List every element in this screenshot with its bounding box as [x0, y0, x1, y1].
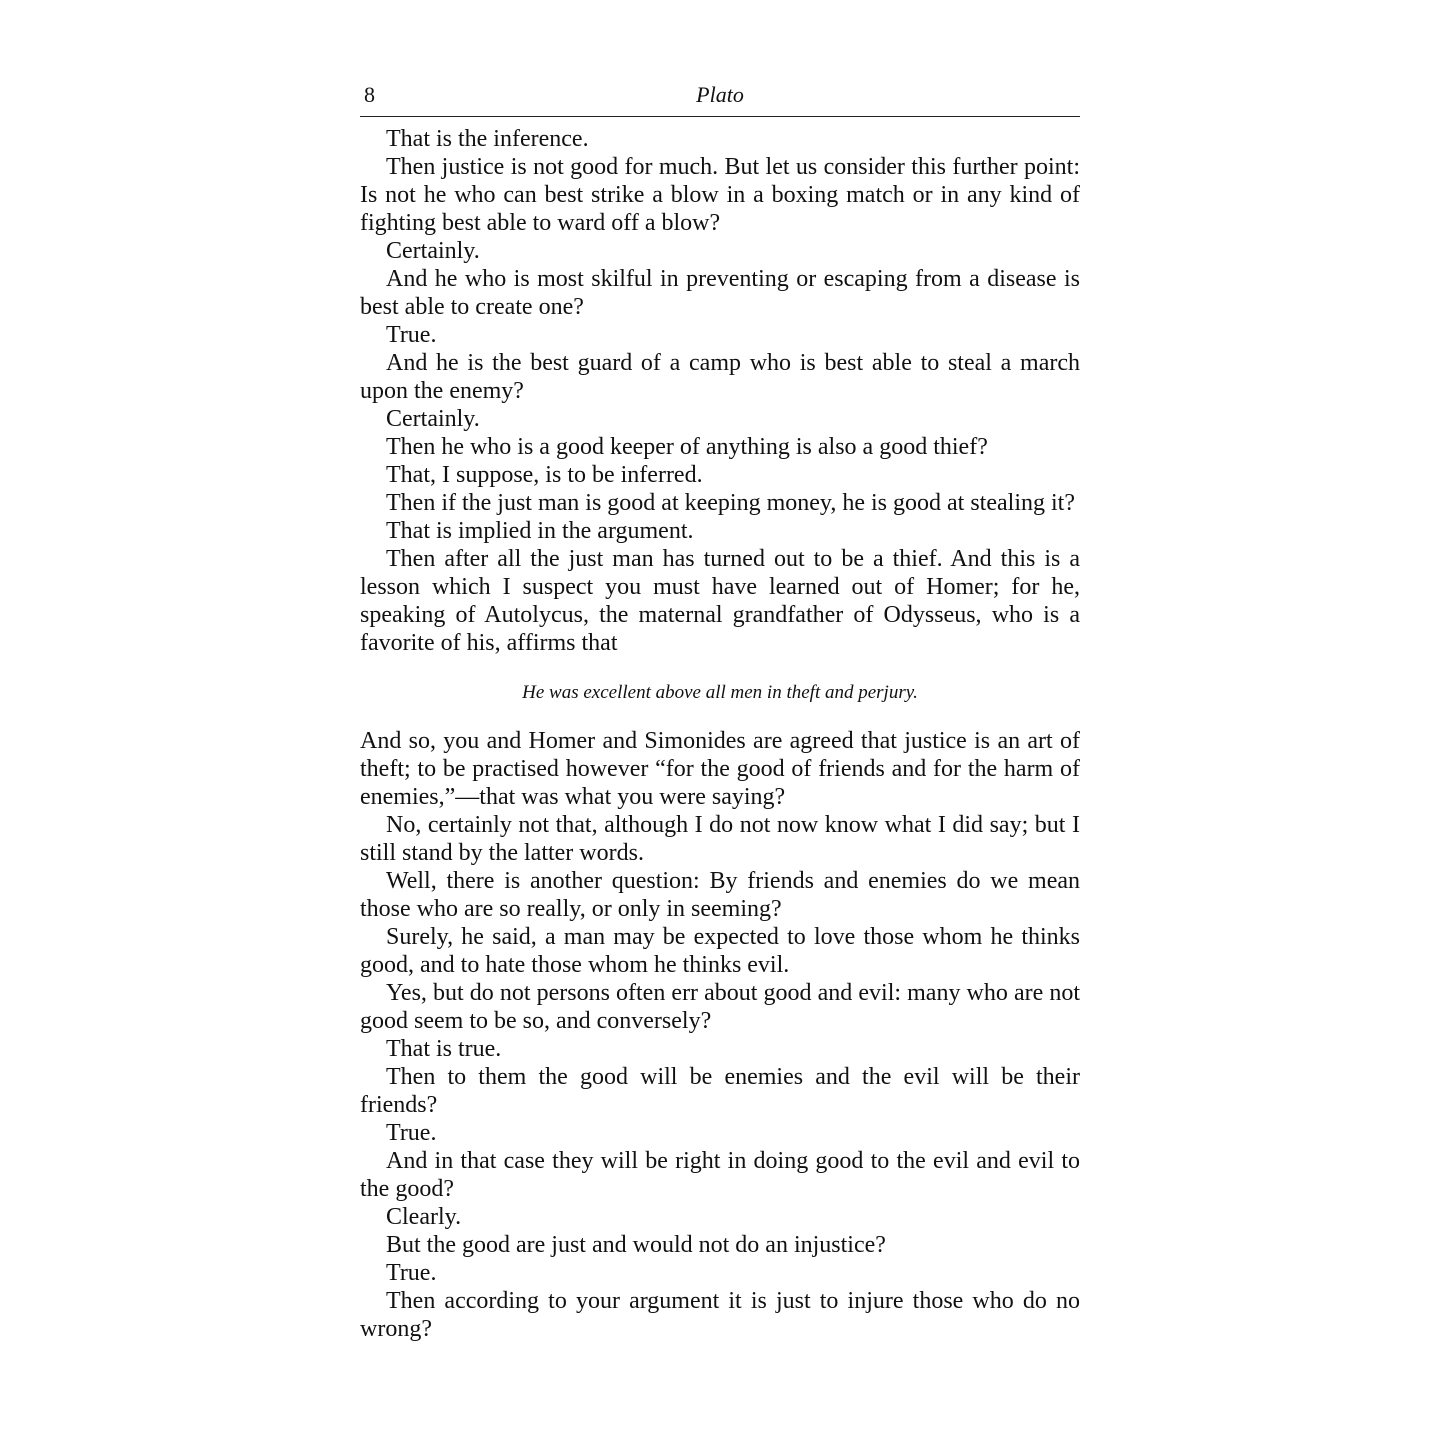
paragraph-continuation: And so, you and Homer and Simonides are agreed that justice is an art of theft; to be practised however “for the good of friends and for the harm of enemies,”—that was what you were saying? [360, 728, 1080, 810]
paragraph: That is the inference. [386, 126, 589, 152]
paragraph: Then if the just man is good at keeping money, he is good at stealing it? [386, 490, 1075, 516]
paragraph: True. [386, 322, 437, 348]
paragraph: Yes, but do not persons often err about good and evil: many who are not good seem to be so, and conversely? [360, 980, 1080, 1034]
paragraph: Clearly. [386, 1204, 462, 1230]
paragraph: True. [386, 1120, 437, 1146]
paragraph: Then he who is a good keeper of anything is also a good thief? [386, 434, 988, 460]
running-head [360, 78, 1080, 117]
paragraph: That, I suppose, is to be inferred. [386, 462, 703, 488]
paragraph: True. [386, 1260, 437, 1286]
paragraph: Then according to your argument it is just to injure those who do no wrong? [360, 1288, 1080, 1342]
paragraph: And he is the best guard of a camp who is best able to steal a march upon the enemy? [360, 350, 1080, 404]
paragraph: And in that case they will be right in doing good to the evil and evil to the good? [360, 1148, 1080, 1202]
paragraph: That is implied in the argument. [386, 518, 694, 544]
paragraph: That is true. [386, 1036, 502, 1062]
paragraph: Certainly. [386, 238, 480, 264]
paragraph: And he who is most skilful in preventing or escaping from a disease is best able to create one? [360, 266, 1080, 320]
book-page [360, 78, 1080, 1343]
paragraph: Certainly. [386, 406, 480, 432]
running-title: Plato [696, 82, 744, 107]
page-number: 8 [364, 82, 375, 107]
paragraph: Surely, he said, a man may be expected to love those whom he thinks good, and to hate those whom he thinks evil. [360, 924, 1080, 978]
paragraph: Then to them the good will be enemies and the evil will be their friends? [360, 1064, 1080, 1118]
paragraph: No, certainly not that, although I do not now know what I did say; but I still stand by the latter words. [360, 812, 1080, 866]
body-text [360, 117, 1080, 1343]
paragraph: But the good are just and would not do an injustice? [386, 1232, 886, 1258]
verse-quote: He was excellent above all men in theft and perjury. [522, 682, 918, 703]
paragraph: Well, there is another question: By friends and enemies do we mean those who are so really, or only in seeming? [360, 868, 1080, 922]
paragraph: Then after all the just man has turned out to be a thief. And this is a lesson which I suspect you must have learned out of Homer; for he, speaking of Autolycus, the maternal grandfather of Odysseus, who is a favorite of his, affirms that [360, 546, 1080, 656]
paragraph: Then justice is not good for much. But let us consider this further point: Is not he who can best strike a blow in a boxing match or in any kind of fighting best able to ward off a blow? [360, 154, 1080, 236]
